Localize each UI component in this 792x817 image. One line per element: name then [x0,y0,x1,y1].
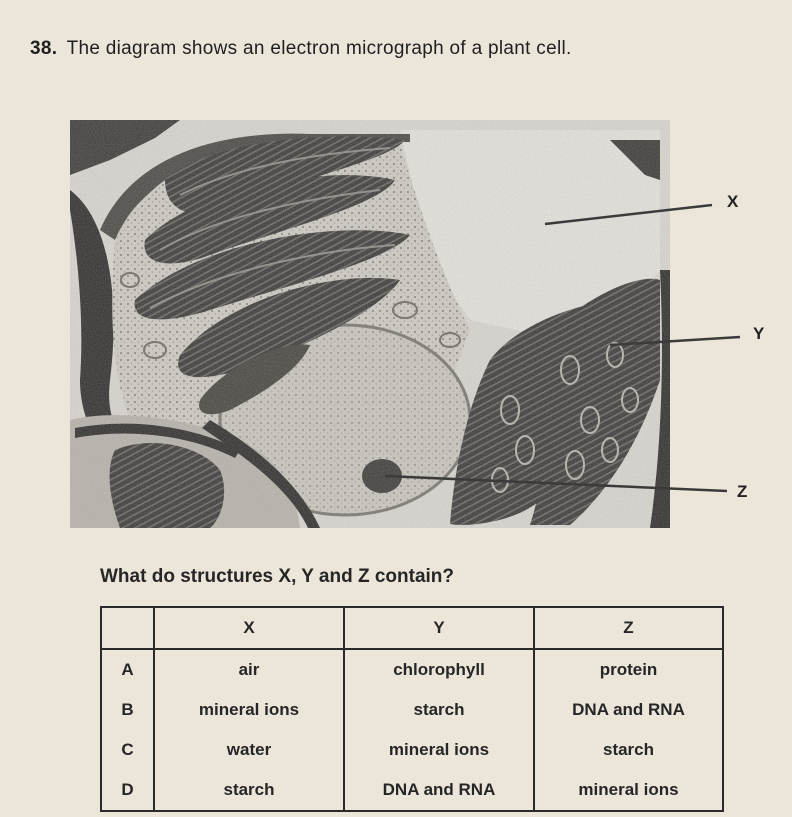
cell-z: starch [534,730,723,770]
leader-line-z [385,476,727,491]
cell-y: chlorophyll [344,649,534,690]
option-letter: A [101,649,154,690]
cell-x: water [154,730,344,770]
label-x: X [727,192,739,211]
leader-line-x [545,205,712,224]
table-row [101,770,723,811]
table-row [101,730,723,770]
cell-y: starch [344,690,534,730]
option-letter: D [101,770,154,811]
cell-z: DNA and RNA [534,690,723,730]
question-stem: The diagram shows an electron micrograph of a plant cell. [66,38,572,59]
cell-y: mineral ions [344,730,534,770]
question-number: 38. [30,38,58,59]
answer-table [100,606,724,812]
option-letter: C [101,730,154,770]
cell-x: mineral ions [154,690,344,730]
header-x: X [154,607,344,649]
header-option [101,607,154,649]
leader-line-y [610,337,740,345]
header-y: Y [344,607,534,649]
cell-x: air [154,649,344,690]
cell-z: mineral ions [534,770,723,811]
label-y: Y [753,324,765,343]
cell-y: DNA and RNA [344,770,534,811]
cell-x: starch [154,770,344,811]
label-z: Z [737,482,748,501]
question-prompt: What do structures X, Y and Z contain? [100,566,455,587]
header-z: Z [534,607,723,649]
table-row [101,690,723,730]
cell-z: protein [534,649,723,690]
table-row [101,649,723,690]
option-letter: B [101,690,154,730]
table-header-row [101,607,723,649]
